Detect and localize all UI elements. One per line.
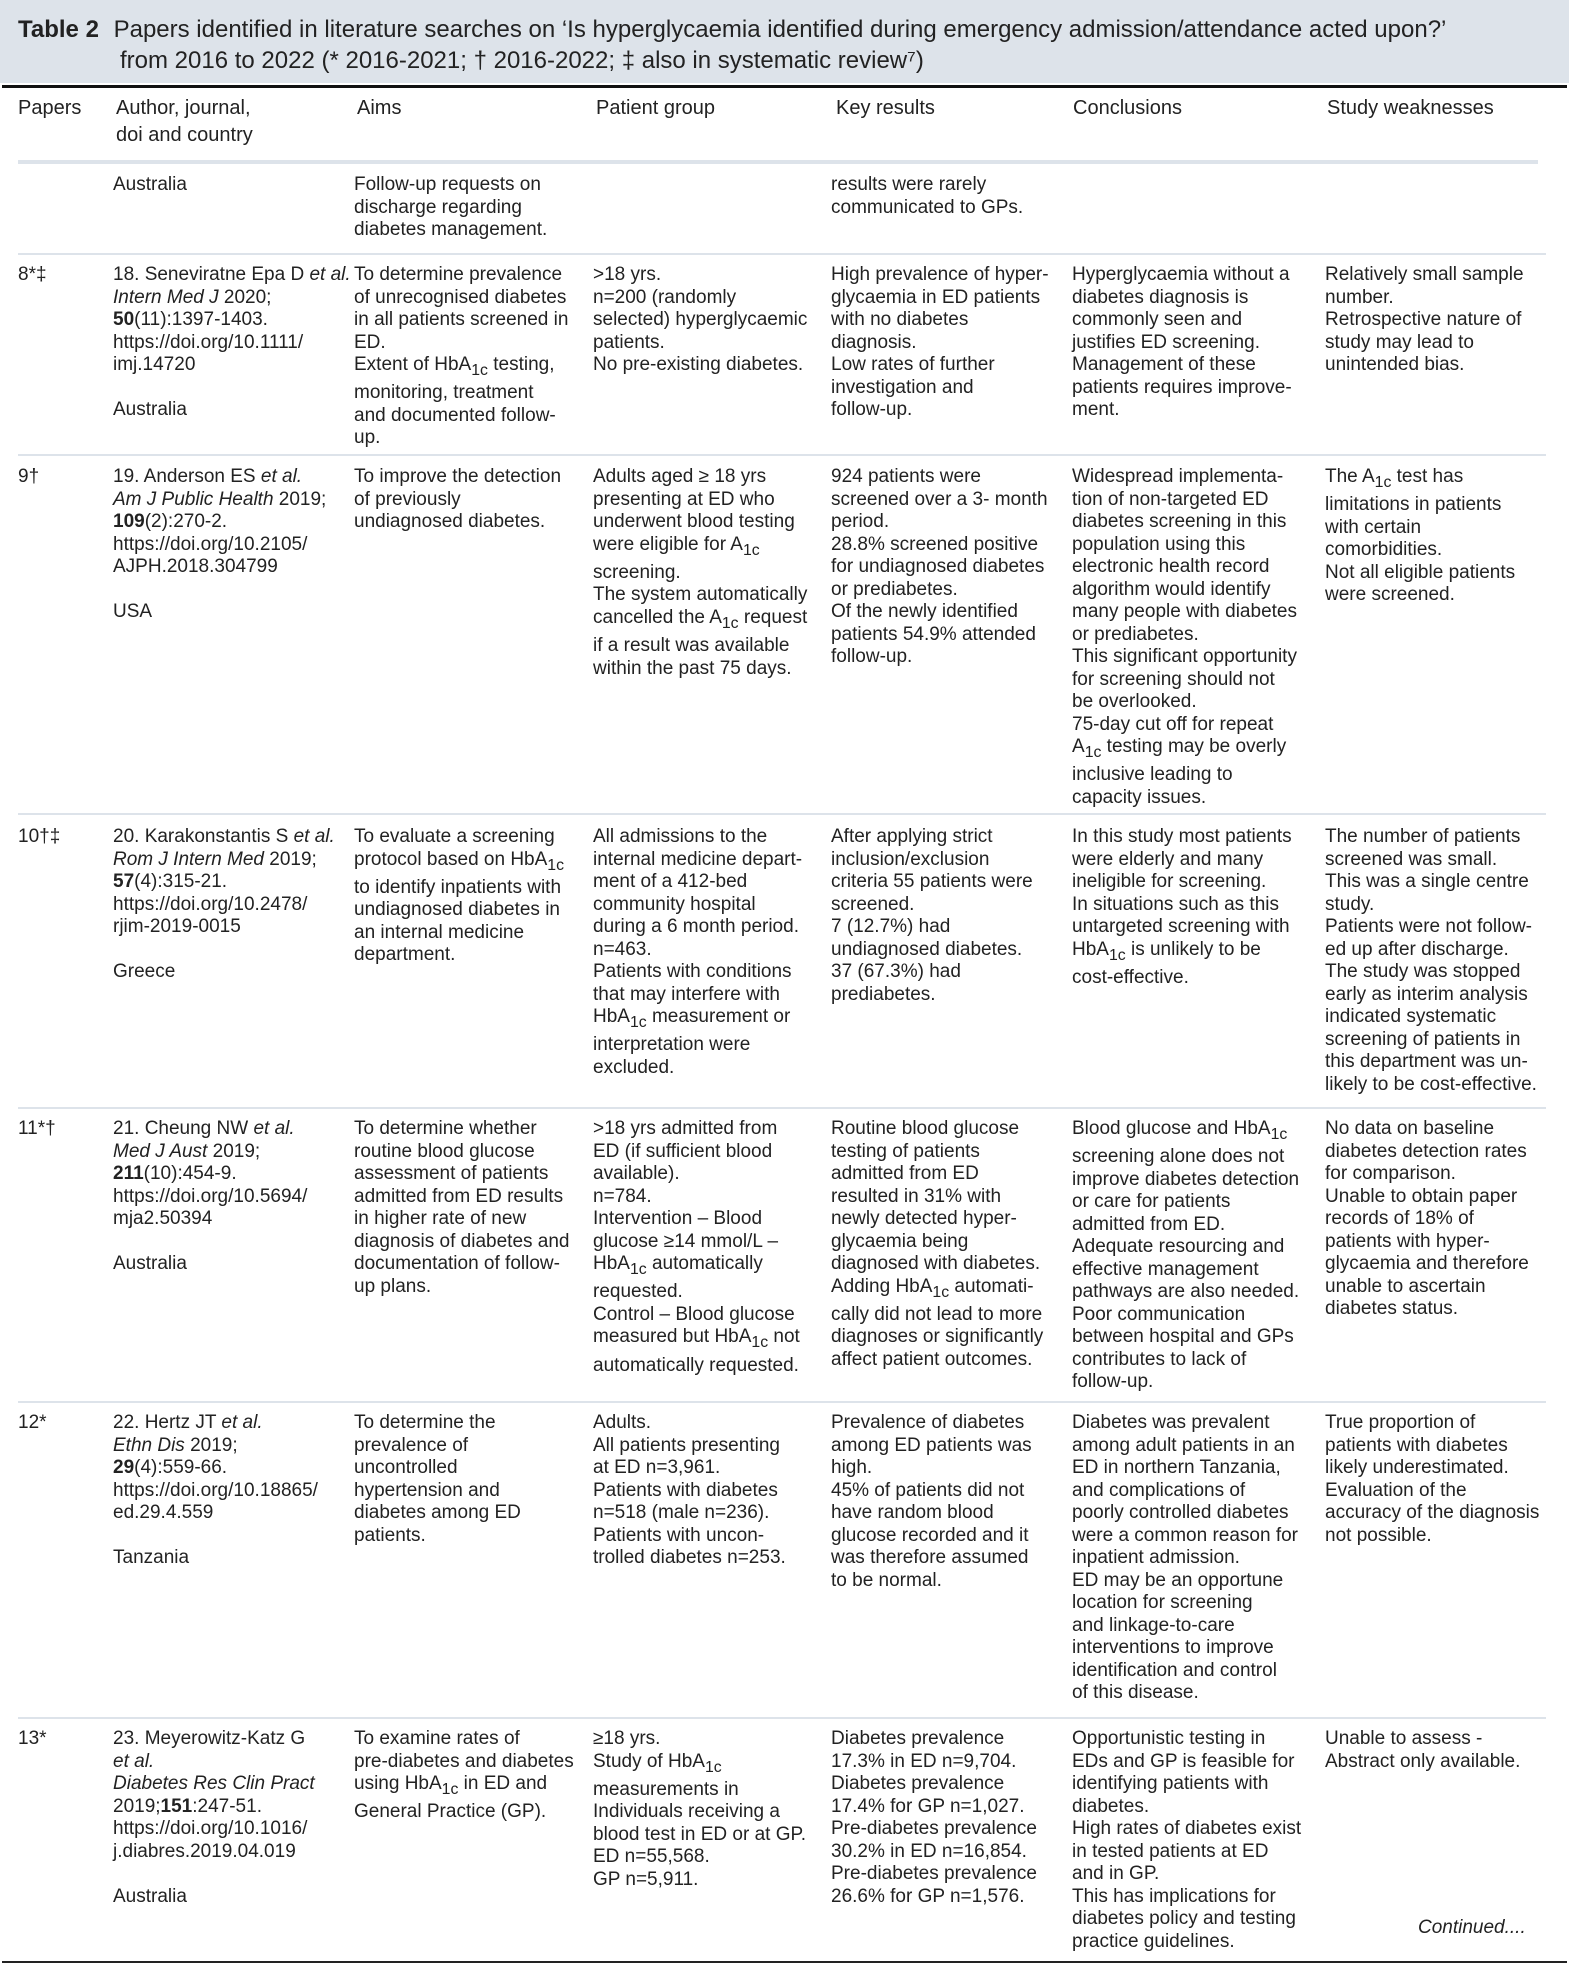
row-8-key-results: High prevalence of hyper- glycaemia in ED patients with no diabetes diagnosis. Low rates of further investigation and follow-up. (831, 264, 1049, 420)
row-8-conclusions: Hyperglycaemia without a diabetes diagnosis is commonly seen and justifies ED screening. Management of these patients requires improve- ment. (1072, 264, 1292, 420)
row-divider (18, 454, 1546, 456)
row-0-key-results: results were rarely communicated to GPs. (831, 174, 1024, 218)
row-13-weaknesses: Unable to assess - Abstract only available. (1325, 1728, 1521, 1772)
row-10-aims: To evaluate a screening protocol based on HbA$_{1c}$ to identify inpatients with undiagnosed diabetes in an internal medicine department. (354, 826, 565, 966)
row-9-conclusions: Widespread implementa- tion of non-targeted ED diabetes screening in this population using this electronic health record algorithm would identify many people with diabetes or prediabetes. This significant opportunity for screening should not be overlooked. 75-day cut off for repeat $A_{1c}$ testing may be overly inclusive leading to capacity issues. (1072, 466, 1297, 808)
row-9-aims: To improve the detection of previously undiagnosed diabetes. (354, 466, 562, 532)
row-10-key-results: After applying strict inclusion/exclusion criteria 55 patients were screened. 7 (12.7%) had undiagnosed diabetes. 37 (67.3%) had prediabetes. (831, 826, 1033, 1005)
row-13-key-results: Diabetes prevalence 17.3% in ED n=9,704. Diabetes prevalence 17.4% for GP n=1,027. Pre-diabetes prevalence 30.2% in ED n=16,854. Pre-diabetes prevalence 26.6% for GP n=1,576. (831, 1728, 1037, 1907)
row-13-patient-group: ≥18 yrs. Study of HbA$_{1c}$ measurements in Individuals receiving a blood test in ED or at GP. ED n=55,568. GP n=5,911. (593, 1728, 806, 1890)
row-10-author: 20. Karakonstantis S et al. Rom J Intern Med 2019; 57(4):315-21. https://doi.org/10.2478/ rjim-2019-0015 Greece (113, 826, 335, 982)
row-10-patient-group: All admissions to the internal medicine depart- ment of a 412-bed community hospital during a 6 month period. n=463. Patients with conditions that may interfere with HbA$_{1c}$ measurement or interpretation were excluded. (593, 826, 803, 1078)
row-11-weaknesses: No data on baseline diabetes detection rates for comparison. Unable to obtain paper records of 18% of patients with hyper- glycaemia and therefore unable to ascertain diabetes status. (1325, 1118, 1529, 1319)
continued-note: Continued.... (1418, 1917, 1526, 1938)
row-8-weaknesses: Relatively small sample number. Retrospective nature of study may lead to unintended bias. (1325, 264, 1524, 375)
row-divider (18, 1107, 1546, 1109)
row-11-paper: 11*† (18, 1118, 56, 1139)
row-9-author: 19. Anderson ES et al. Am J Public Health 2019; 109(2):270-2. https://doi.org/10.2105/ AJPH.2018.304799 USA (113, 466, 327, 622)
row-8-paper: 8*‡ (18, 264, 47, 285)
row-divider (18, 813, 1546, 815)
caption-line-1: Papers identified in literature searches on ‘Is hyperglycaemia identified during emergency admission/attendance acted upon?’ (113, 16, 1447, 43)
row-8-author: 18. Seneviratne Epa D et al. Intern Med J 2020; 50(11):1397-1403. https://doi.org/10.1111/ imj.14720 Australia (113, 264, 351, 420)
row-0-author: Australia (113, 174, 187, 195)
row-9-patient-group: Adults aged ≥ 18 yrs presenting at ED who underwent blood testing were eligible for $A_{1c}$ screening. The system automatically cancelled the $A_{1c}$ request if a result was available within the past 75 days. (593, 466, 808, 679)
row-11-patient-group: >18 yrs admitted from ED (if sufficient blood available). n=784. Intervention – Blood glucose ≥14 mmol/L – HbA$_{1c}$ automatically requested. Control – Blood glucose measured but HbA$_{1c}$ not automatically requested. (593, 1118, 800, 1376)
header-weaknesses: Study weaknesses (1327, 97, 1494, 119)
table-bottom-rule (2, 1961, 1567, 1963)
row-10-conclusions: In this study most patients were elderly and many ineligible for screening. In situations such as this untargeted screening with HbA$_{1c}$ is unlikely to be cost-effective. (1072, 826, 1292, 988)
caption-line-2: from 2016 to 2022 (* 2016-2021; † 2016-2022; ‡ also in systematic review⁷) (120, 47, 924, 74)
row-11-conclusions: Blood glucose and HbA$_{1c}$ screening alone does not improve diabetes detection or care for patients admitted from ED. Adequate resourcing and effective management pathways are also needed. Poor communication between hospital and GPs contributes to lack of follow-up. (1072, 1118, 1300, 1393)
header-papers: Papers (18, 97, 82, 119)
row-10-weaknesses: The number of patients screened was small. This was a single centre study. Patients were not follow- ed up after discharge. The study was stopped early as interim analysis indicated systematic screening of patients in this department was un- likely to be cost-effective. (1325, 826, 1537, 1095)
row-12-author: 22. Hertz JT et al. Ethn Dis 2019; 29(4):559-66. https://doi.org/10.18865/ ed.29.4.559 Tanzania (113, 1412, 318, 1568)
row-13-aims: To examine rates of pre-diabetes and diabetes using HbA$_{1c}$ in ED and General Practice (GP). (354, 1728, 574, 1823)
row-9-paper: 9† (18, 466, 40, 487)
table-caption (0, 0, 1569, 83)
row-8-aims: To determine prevalence of unrecognised diabetes in all patients screened in ED. Extent of HbA$_{1c}$ testing, monitoring, treatment and documented follow- up. (354, 264, 569, 449)
header-key-results: Key results (836, 97, 935, 119)
row-12-conclusions: Diabetes was prevalent among adult patients in an ED in northern Tanzania, and complications of poorly controlled diabetes were a common reason for inpatient admission. ED may be an opportune location for screening and linkage-to-care interventions to improve identification and control of this disease. (1072, 1412, 1298, 1703)
row-11-author: 21. Cheung NW et al. Med J Aust 2019; 211(10):454-9. https://doi.org/10.5694/ mja2.50394 Australia (113, 1118, 308, 1274)
header-aims: Aims (357, 97, 402, 119)
header-patient-group: Patient group (596, 97, 715, 119)
row-11-key-results: Routine blood glucose testing of patients admitted from ED resulted in 31% with newly detected hyper- glycaemia being diagnosed with diabetes. Adding HbA$_{1c}$ automati- cally did not lead to more diagnoses or significantly affect patient outcomes. (831, 1118, 1044, 1370)
header-conclusions: Conclusions (1073, 97, 1182, 119)
table-label: Table 2 (18, 16, 99, 43)
row-13-paper: 13* (18, 1728, 47, 1749)
row-13-conclusions: Opportunistic testing in EDs and GP is feasible for identifying patients with diabetes. High rates of diabetes exist in tested patients at ED and in GP. This has implications for diabetes policy and testing practice guidelines. (1072, 1728, 1302, 1952)
row-9-key-results: 924 patients were screened over a 3- month period. 28.8% screened positive for undiagnosed diabetes or prediabetes. Of the newly identified patients 54.9% attended follow-up. (831, 466, 1048, 667)
row-8-patient-group: >18 yrs. n=200 (randomly selected) hyperglycaemic patients. No pre-existing diabetes. (593, 264, 808, 375)
header-author: Author, journal, doi and country (116, 97, 253, 146)
row-12-patient-group: Adults. All patients presenting at ED n=3,961. Patients with diabetes n=518 (male n=236). Patients with uncon- trolled diabetes n=253. (593, 1412, 786, 1568)
row-10-paper: 10†‡ (18, 826, 61, 847)
header-rule (18, 160, 1538, 164)
row-13-author: 23. Meyerowitz-Katz G et al. Diabetes Res Clin Pract 2019;151:247-51. https://doi.org/10.1016/ j.diabres.2019.04.019 Australia (113, 1728, 315, 1907)
row-12-paper: 12* (18, 1412, 47, 1433)
row-divider (18, 1401, 1546, 1403)
row-12-key-results: Prevalence of diabetes among ED patients was high. 45% of patients did not have random blood glucose recorded and it was therefore assumed to be normal. (831, 1412, 1032, 1591)
row-divider (18, 1717, 1546, 1719)
row-11-aims: To determine whether routine blood glucose assessment of patients admitted from ED results in higher rate of new diagnosis of diabetes and documentation of follow- up plans. (354, 1118, 570, 1297)
row-divider (18, 253, 1546, 255)
row-0-aims: Follow-up requests on discharge regarding diabetes management. (354, 174, 548, 240)
table-top-rule (2, 85, 1567, 88)
row-12-weaknesses: True proportion of patients with diabetes likely underestimated. Evaluation of the accuracy of the diagnosis not possible. (1325, 1412, 1540, 1546)
row-12-aims: To determine the prevalence of uncontrolled hypertension and diabetes among ED patients. (354, 1412, 521, 1546)
row-9-weaknesses: The $A_{1c}$ test has limitations in patients with certain comorbidities. Not all eligible patients were screened. (1325, 466, 1516, 606)
